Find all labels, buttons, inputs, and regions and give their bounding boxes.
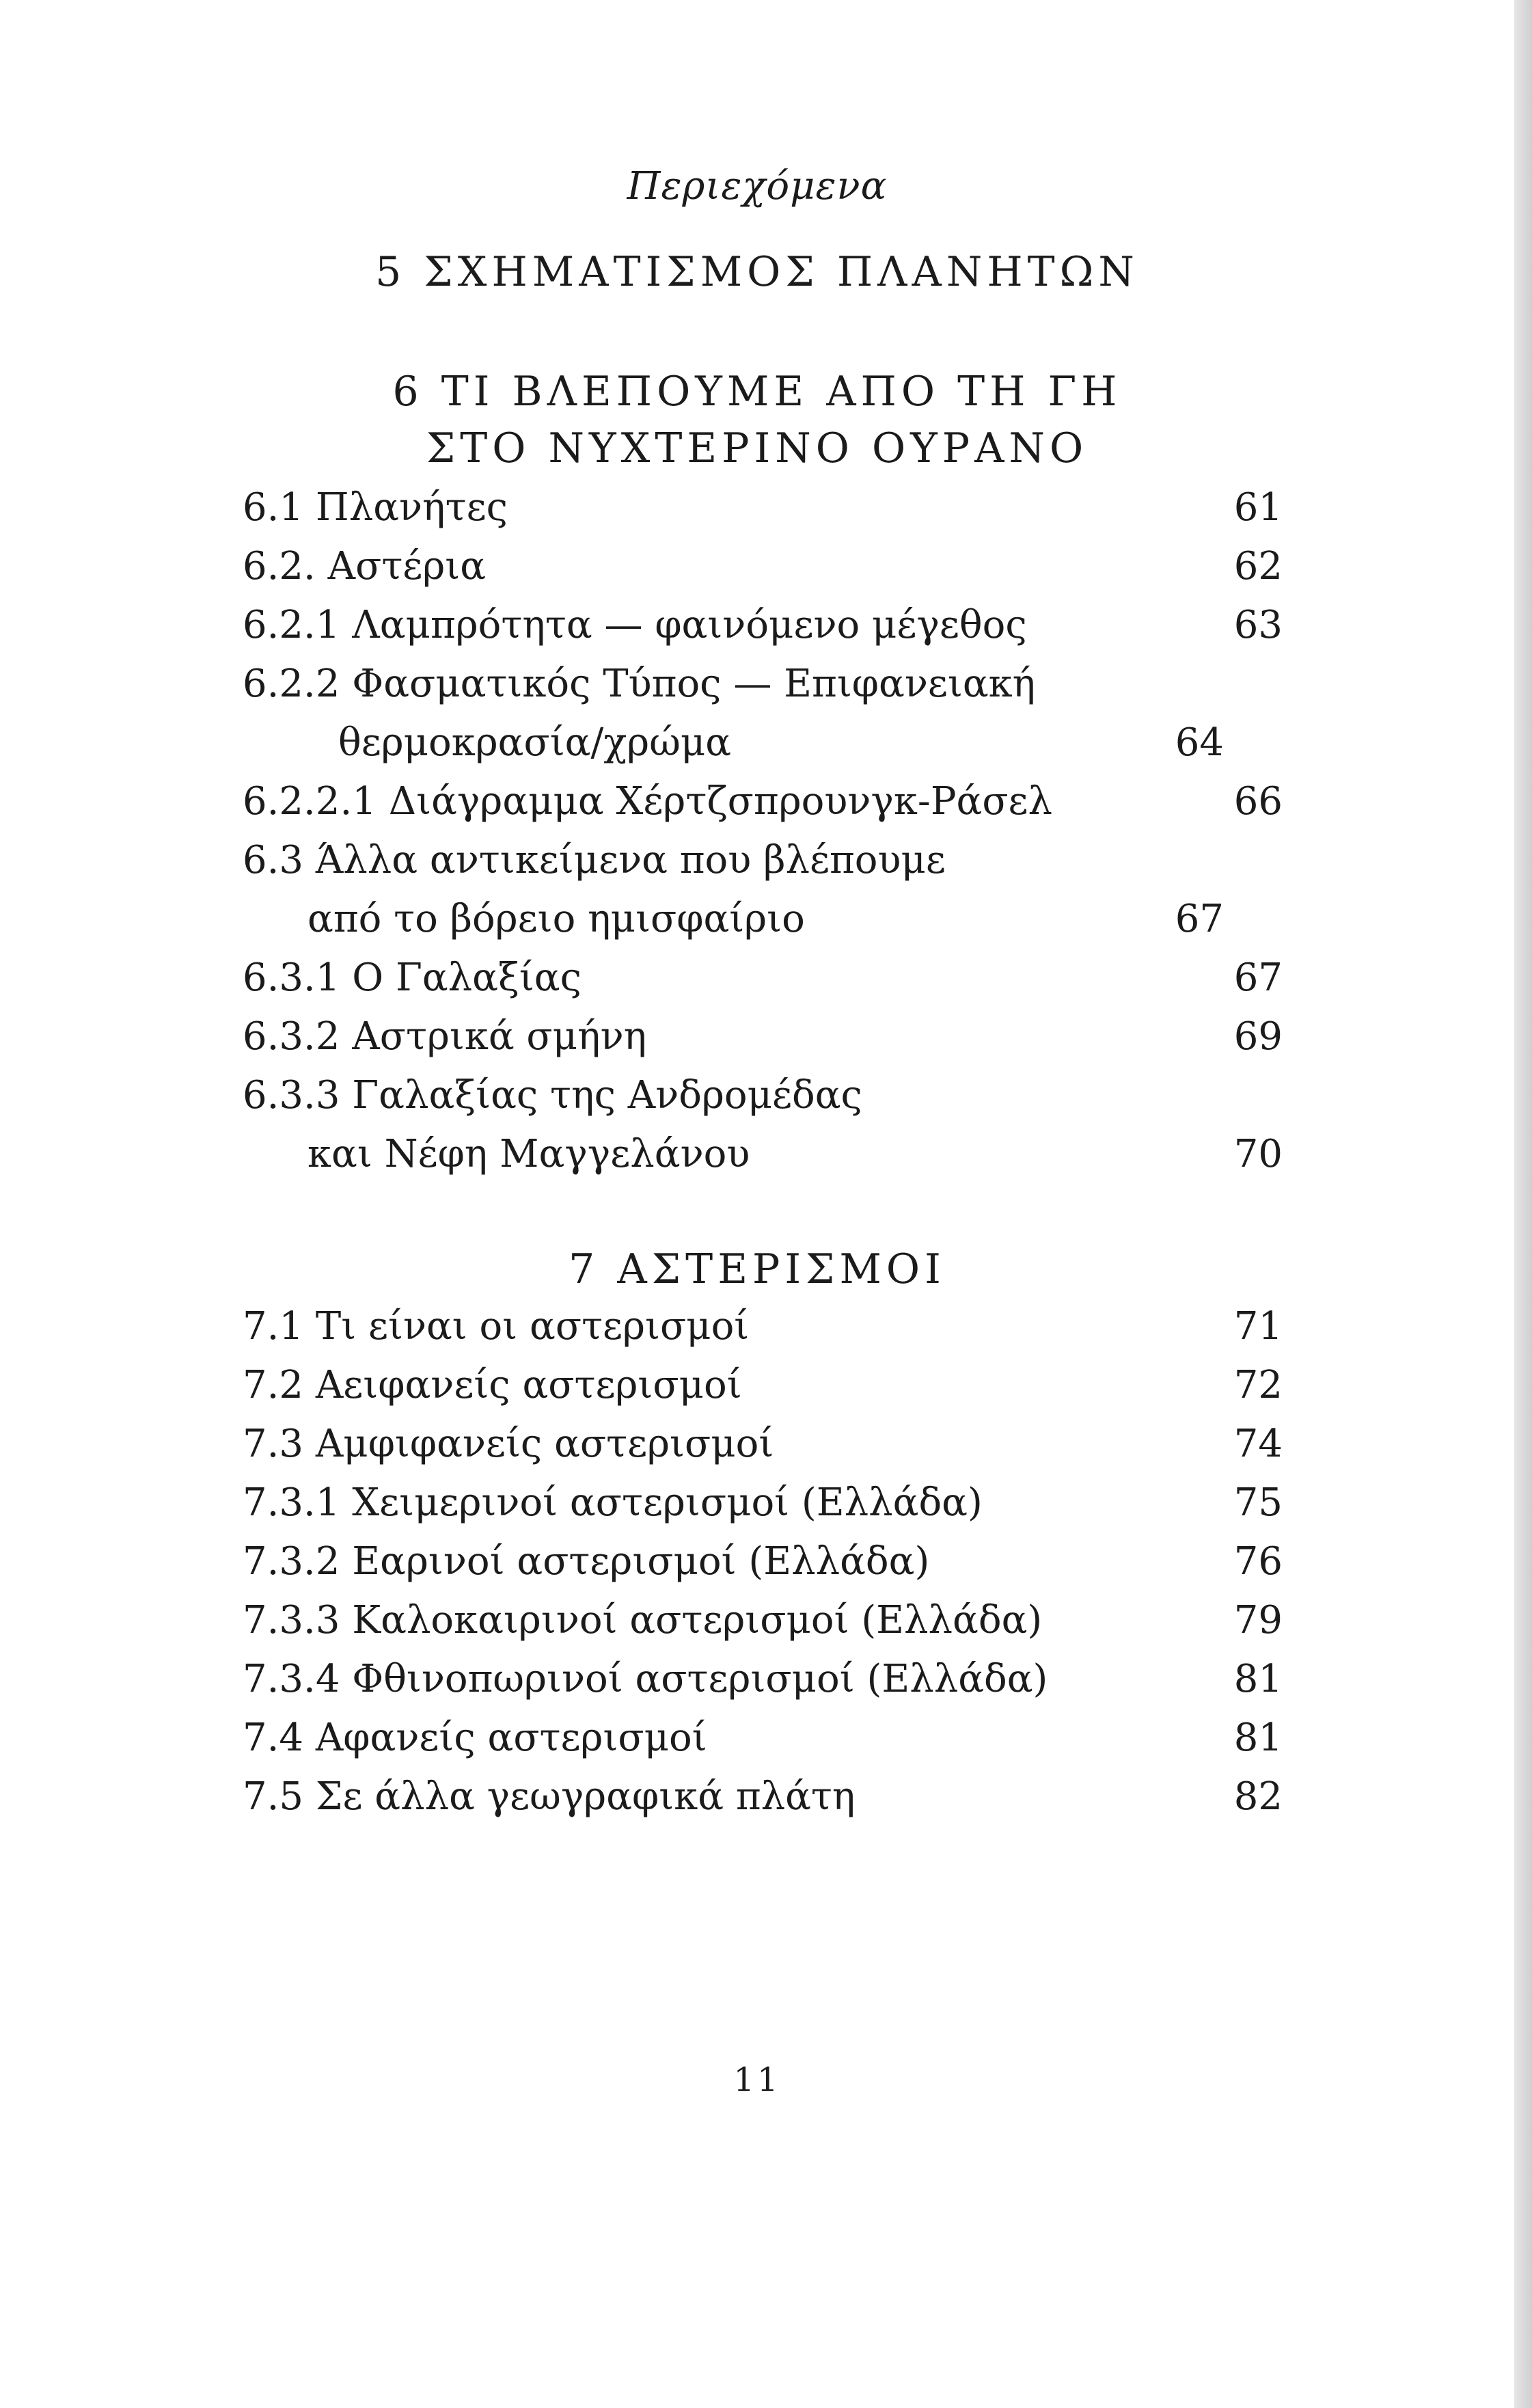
toc-entry-page: 62 xyxy=(1233,544,1283,589)
toc-entry[interactable] xyxy=(243,596,1283,655)
chapter-5-title: 5 ΣΧΗΜΑΤΙΣΜΟΣ ΠΛΑΝΗΤΩΝ xyxy=(375,248,1139,296)
toc-entry-page: 79 xyxy=(1233,1598,1283,1642)
page-number: 11 xyxy=(733,2061,781,2099)
toc-entry-title: 6.2. Αστέρια xyxy=(243,544,487,589)
toc-entry-title: θερμοκρασία/χρώμα xyxy=(338,720,732,765)
chapter-6-title-line-2: ΣΤΟ ΝΥΧΤΕΡΙΝΟ ΟΥΡΑΝΟ xyxy=(426,424,1089,472)
toc-entry[interactable] xyxy=(243,949,1283,1007)
toc-entry-title: και Νέφη Μαγγελάνου xyxy=(307,1132,750,1176)
toc-entry[interactable] xyxy=(243,1768,1283,1826)
toc-entry-title: 6.3.3 Γαλαξίας της Ανδρομέδας xyxy=(243,1073,862,1118)
toc-entry[interactable] xyxy=(243,1066,1283,1125)
toc-entry-title: 7.3.2 Εαρινοί αστερισμοί (Ελλάδα) xyxy=(243,1539,930,1584)
toc-entry-title: από το βόρειο ημισφαίριο xyxy=(307,897,805,941)
page-edge-shadow xyxy=(1514,0,1532,2408)
toc-entry-page: 81 xyxy=(1233,1657,1283,1701)
toc-entry-page: 61 xyxy=(1233,485,1283,530)
toc-entry-title: 7.3.3 Καλοκαιρινοί αστερισμοί (Ελλάδα) xyxy=(243,1598,1043,1642)
toc-entry-title: 7.4 Αφανείς αστερισμοί xyxy=(243,1716,707,1760)
chapter-7-title: 7 ΑΣΤΕΡΙΣΜΟΙ xyxy=(569,1245,946,1293)
toc-entry-title: 7.5 Σε άλλα γεωγραφικά πλάτη xyxy=(243,1774,856,1819)
toc-entry-title: 6.3.2 Αστρικά σμήνη xyxy=(243,1014,647,1059)
toc-entry[interactable] xyxy=(243,1709,1283,1768)
toc-entry-title: 6.1 Πλανήτες xyxy=(243,485,508,530)
toc-entry-page: 70 xyxy=(1233,1132,1283,1176)
toc-entry-page: 74 xyxy=(1233,1422,1283,1466)
toc-entry-page: 64 xyxy=(1175,720,1224,765)
running-head: Περιεχόμενα xyxy=(627,164,888,208)
chapter-6-title-line-1: 6 ΤΙ ΒΛΕΠΟΥΜΕ ΑΠΟ ΤΗ ΓΗ xyxy=(392,368,1122,416)
toc-entry-page: 66 xyxy=(1233,779,1283,824)
toc-entry-title: 6.3 Άλλα αντικείμενα που βλέπουμε xyxy=(243,838,946,882)
toc-entry[interactable] xyxy=(243,1415,1283,1474)
toc-entry-page: 76 xyxy=(1233,1539,1283,1584)
toc-entry-continuation[interactable] xyxy=(243,714,1224,772)
toc-entry[interactable] xyxy=(243,1474,1283,1532)
toc-entry-page: 81 xyxy=(1233,1716,1283,1760)
toc-entry-page: 75 xyxy=(1233,1480,1283,1525)
toc-entry-continuation[interactable] xyxy=(243,1125,1283,1184)
toc-entry-page: 67 xyxy=(1233,956,1283,1000)
toc-entry-title: 6.2.2.1 Διάγραμμα Χέρτζσπρουνγκ-Ράσελ xyxy=(243,779,1053,824)
toc-entry-title: 7.3.1 Χειμερινοί αστερισμοί (Ελλάδα) xyxy=(243,1480,983,1525)
toc-entry[interactable] xyxy=(243,1532,1283,1591)
toc-entry[interactable] xyxy=(243,1591,1283,1650)
toc-entry-page: 72 xyxy=(1233,1363,1283,1407)
toc-entry-page: 69 xyxy=(1233,1014,1283,1059)
toc-entry[interactable] xyxy=(243,1007,1283,1066)
toc-entry-page: 82 xyxy=(1233,1774,1283,1819)
toc-entry-title: 6.2.2 Φασματικός Τύπος — Επιφανειακή xyxy=(243,662,1036,706)
toc-entry[interactable] xyxy=(243,772,1283,831)
toc-entry-page: 71 xyxy=(1233,1304,1283,1349)
toc-entry-page: 67 xyxy=(1175,897,1224,941)
toc-entry-title: 7.2 Αειφανείς αστερισμοί xyxy=(243,1363,742,1407)
toc-entry-continuation[interactable] xyxy=(243,890,1224,949)
toc-entry-title: 6.3.1 Ο Γαλαξίας xyxy=(243,956,582,1000)
toc-entry-page: 63 xyxy=(1233,603,1283,647)
toc-entry-title: 6.2.1 Λαμπρότητα — φαινόμενο μέγεθος xyxy=(243,603,1027,647)
toc-entry[interactable] xyxy=(243,1297,1283,1356)
toc-entry-title: 7.3.4 Φθινοπωρινοί αστερισμοί (Ελλάδα) xyxy=(243,1657,1048,1701)
toc-entry[interactable] xyxy=(243,537,1283,596)
toc-entry-title: 7.3 Αμφιφανείς αστερισμοί xyxy=(243,1422,774,1466)
toc-entry[interactable] xyxy=(243,655,1283,714)
toc-entry[interactable] xyxy=(243,478,1283,537)
toc-entry-title: 7.1 Τι είναι οι αστερισμοί xyxy=(243,1304,750,1349)
toc-entry[interactable] xyxy=(243,1650,1283,1709)
toc-entry[interactable] xyxy=(243,1356,1283,1415)
toc-entry[interactable] xyxy=(243,831,1283,890)
